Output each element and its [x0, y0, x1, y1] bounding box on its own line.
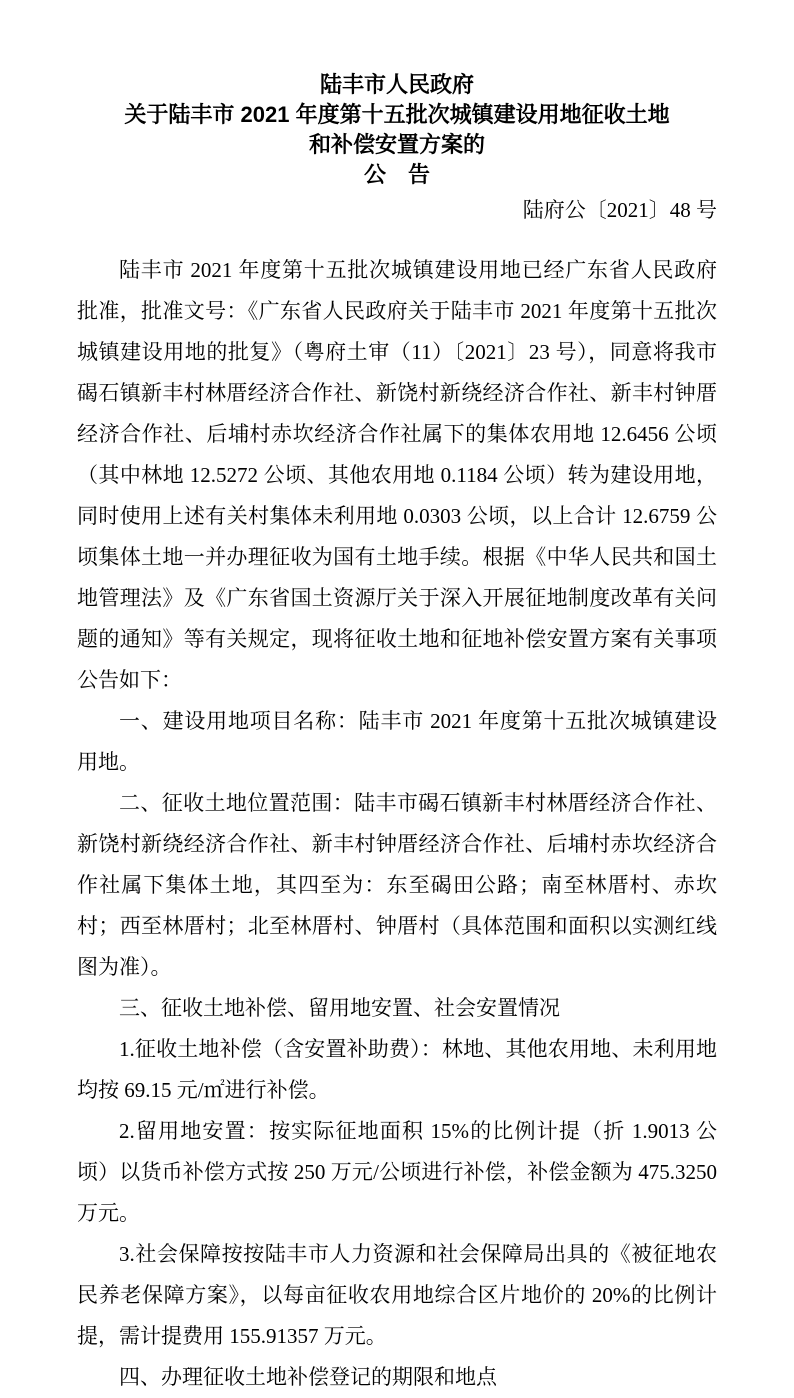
document-title-line-3: 和补偿安置方案的 [308, 132, 485, 157]
document-title-line-1: 陆丰市人民政府 [319, 72, 474, 97]
paragraph-section-3-item-2: 2.留用地安置：按实际征地面积 15%的比例计提（折 1.9013 公顷）以货币补偿方式按 250 万元/公顷进行补偿，补偿金额为 475.3250 万元。 [77, 1119, 717, 1225]
paragraph-section-2: 二、征收土地位置范围：陆丰市碣石镇新丰村林厝经济合作社、新饶村新绕经济合作社、新丰村钟厝经济合作社、后埔村赤坎经济合作社属下集体土地，其四至为：东至碣田公路；南至林厝村、赤坎村；西至林厝村；北至林厝村、钟厝村（具体范围和面积以实测红线图为准）。 [77, 791, 717, 979]
document-number: 陆府公〔2021〕48 号 [522, 198, 717, 222]
paragraph-intro: 陆丰市 2021 年度第十五批次城镇建设用地已经广东省人民政府批准，批准文号：《广东省人民政府关于陆丰市 2021 年度第十五批次城镇建设用地的批复》（粤府土审（11）〔2021〕23 号），同意将我市碣石镇新丰村林厝经济合作社、新饶村新绕经济合作社、新丰村钟厝经济合作社、后埔村赤坎经济合作社属下的集体农用地 12.6456 公顷（其中林地 12.5272 公顷、其他农用地 0.1184 公顷）转为建设用地，同时使用上述有关村集体未利用地 0.0303 公顷，以上合计 12.6759 公顷集体土地一并办理征收为国有土地手续。根据《中华人民共和国土地管理法》及《广东省国土资源厅关于深入开展征地制度改革有关问题的通知》等有关规定，现将征收土地和征地补偿安置方案有关事项公告如下： [77, 258, 717, 692]
document-title [77, 70, 717, 190]
paragraph-section-3-item-1: 1.征收土地补偿（含安置补助费）：林地、其他农用地、未利用地均按 69.15 元/㎡进行补偿。 [77, 1037, 717, 1102]
document-body [77, 250, 717, 1398]
paragraph-section-3-item-3: 3.社会保障按按陆丰市人力资源和社会保障局出具的《被征地农民养老保障方案》，以每亩征收农用地综合区片地价的 20%的比例计提，需计提费用 155.91357 万元。 [77, 1242, 717, 1348]
document-title-line-4: 公 告 [363, 162, 430, 187]
paragraph-section-4: 四、办理征收土地补偿登记的期限和地点 [119, 1365, 497, 1389]
document-title-line-2: 关于陆丰市 2021 年度第十五批次城镇建设用地征收土地 [124, 102, 670, 127]
paragraph-section-1: 一、建设用地项目名称：陆丰市 2021 年度第十五批次城镇建设用地。 [77, 709, 717, 774]
paragraph-section-3: 三、征收土地补偿、留用地安置、社会安置情况 [119, 996, 560, 1020]
